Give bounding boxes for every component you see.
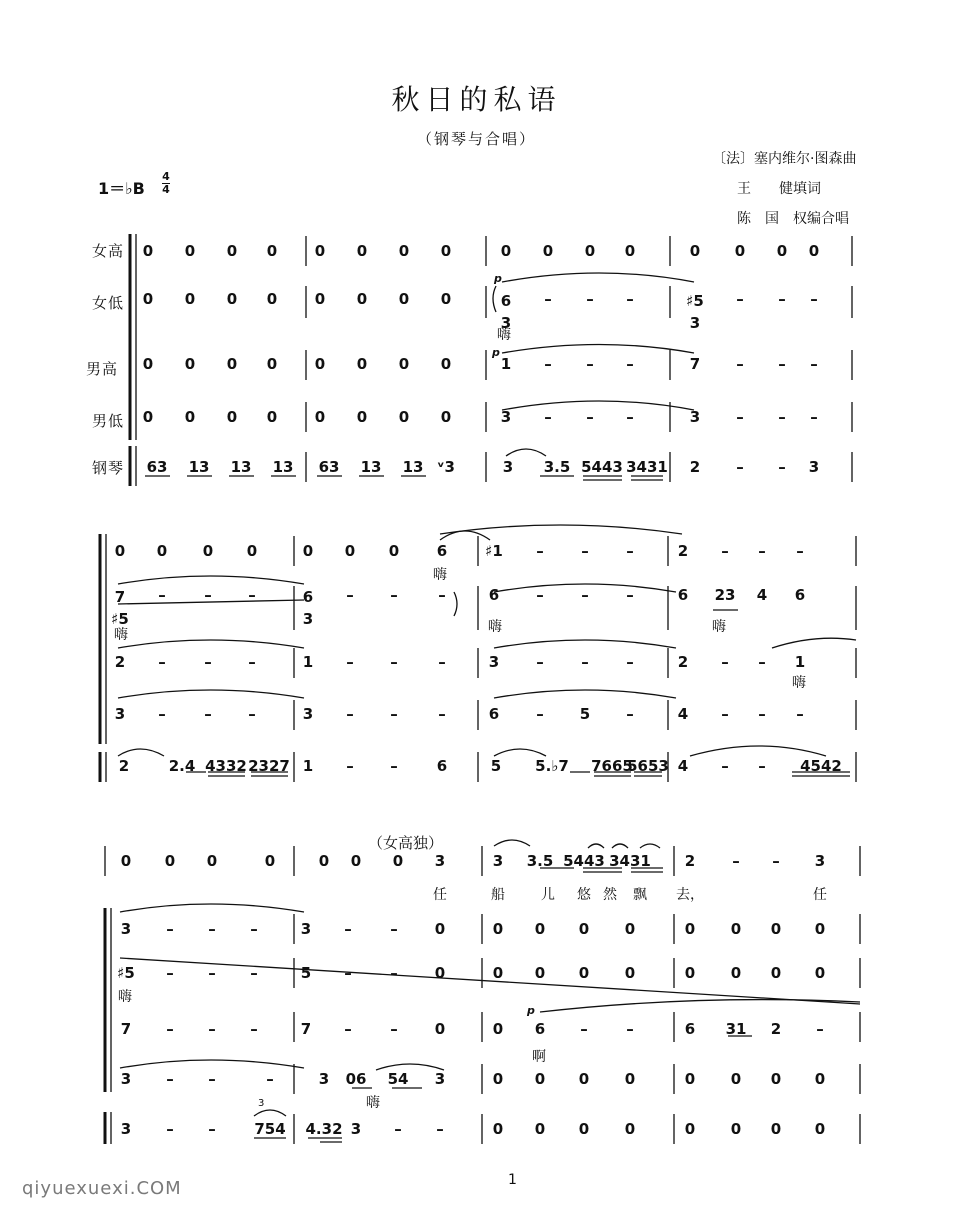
piano-note: 13 (360, 458, 382, 476)
bass-note: 54 (387, 1070, 409, 1088)
alto-note: 0 (534, 920, 546, 938)
tenor-note: 7 (120, 1020, 132, 1038)
soprano-note: 0 (202, 542, 214, 560)
alto-note: – (158, 586, 166, 604)
alto-note: 0 (492, 964, 504, 982)
tenor-note: 0 (398, 355, 410, 373)
solo-lyric-word: 去， (676, 887, 704, 903)
piano-note: – (346, 757, 354, 775)
tenor-note: – (778, 355, 786, 373)
song-subtitle: （钢琴与合唱） (416, 130, 536, 148)
lyric-hm: 嗨 (118, 989, 132, 1005)
tenor-note: 2 (677, 653, 689, 671)
soprano-note: 0 (184, 242, 196, 260)
bass-note: – (166, 1070, 174, 1088)
time-signature-bottom: 4 (162, 183, 170, 196)
alto-note: – (626, 586, 634, 604)
bass-note: – (778, 408, 786, 426)
alto-note: 0 (434, 964, 446, 982)
soprano-note: 0 (318, 852, 330, 870)
alto-note: – (536, 586, 544, 604)
piano-note: 7665 (591, 757, 633, 775)
tenor-note: – (166, 1020, 174, 1038)
lyricist-credit: 王 健填词 (737, 181, 821, 197)
bass-note: 0 (266, 408, 278, 426)
bass-note: 0 (770, 1070, 782, 1088)
dynamic-p-tenor: p (492, 346, 500, 359)
tenor-note: – (816, 1020, 824, 1038)
tenor-note: 0 (356, 355, 368, 373)
soprano-note: 3 (434, 852, 446, 870)
soprano-note: 0 (142, 242, 154, 260)
alto-note: 0 (434, 920, 446, 938)
alto-note: 0 (492, 920, 504, 938)
bass-note: – (796, 705, 804, 723)
alto-note: 0 (440, 290, 452, 308)
song-title: 秋日的私语 (391, 83, 562, 116)
alto-note: 0 (624, 920, 636, 938)
piano-note: – (390, 757, 398, 775)
tenor-note: 7 (689, 355, 701, 373)
bass-note: 0 (356, 408, 368, 426)
tenor-note: – (581, 653, 589, 671)
soprano-note: 5443 (563, 852, 605, 870)
soprano-note: 0 (808, 242, 820, 260)
alto-note: – (250, 964, 258, 982)
alto-note: 6 (794, 586, 806, 604)
tenor-note: – (536, 653, 544, 671)
alto-note: – (626, 290, 634, 308)
alto-note: 0 (356, 290, 368, 308)
alto-note: 3 (120, 920, 132, 938)
alto-note: – (810, 290, 818, 308)
tenor-note: – (390, 653, 398, 671)
piano-note: 13 (402, 458, 424, 476)
bass-note: – (208, 1070, 216, 1088)
alto-note: 0 (266, 290, 278, 308)
tenor-note: 31 (725, 1020, 747, 1038)
bass-note: 4 (677, 705, 689, 723)
triplet-mark: 3 (258, 1098, 265, 1109)
bass-note: – (544, 408, 552, 426)
alto-note: ♯5 (117, 964, 135, 982)
alto-note: 0 (398, 290, 410, 308)
soprano-note: 6 (436, 542, 448, 560)
piano-note: – (394, 1120, 402, 1138)
bass-note: – (736, 408, 744, 426)
alto-note: 0 (624, 964, 636, 982)
part-label-soprano: 女高 (92, 242, 125, 260)
bass-note: – (810, 408, 818, 426)
solo-lyric-word: 任 (433, 887, 447, 903)
alto-note: 6 (677, 586, 689, 604)
soprano-note: 3431 (609, 852, 651, 870)
soprano-note: 3 (814, 852, 826, 870)
soprano-note: – (536, 542, 544, 560)
soprano-note: ♯1 (485, 542, 503, 560)
tenor-note: – (346, 653, 354, 671)
tenor-note: 0 (434, 1020, 446, 1038)
alto-note: 6 (488, 586, 500, 604)
bass-note: 0 (226, 408, 238, 426)
bass-note: 0 (730, 1070, 742, 1088)
alto-note: 0 (578, 920, 590, 938)
bass-note: 0 (184, 408, 196, 426)
tenor-note: 1 (302, 653, 314, 671)
part-label-bass: 男低 (92, 412, 125, 430)
bass-note: – (721, 705, 729, 723)
alto-note: 0 (226, 290, 238, 308)
lyric-hm: 嗨 (366, 1095, 380, 1111)
alto-note: 0 (184, 290, 196, 308)
tenor-note: – (810, 355, 818, 373)
time-signature-top: 4 (162, 170, 170, 183)
tenor-note: 7 (300, 1020, 312, 1038)
soprano-note: 0 (266, 242, 278, 260)
soprano-note: 0 (356, 242, 368, 260)
soprano-note: 2 (684, 852, 696, 870)
tenor-note: – (626, 653, 634, 671)
soprano-note: 0 (120, 852, 132, 870)
lyric-hm: 嗨 (433, 567, 447, 583)
bass-note: 0 (440, 408, 452, 426)
piano-note: 754 (254, 1120, 286, 1138)
piano-note: – (778, 458, 786, 476)
tenor-note: 0 (266, 355, 278, 373)
bass-note: – (438, 705, 446, 723)
alto-note: 0 (578, 964, 590, 982)
lyric-hm: 嗨 (488, 619, 502, 635)
soprano-note: – (796, 542, 804, 560)
bass-note: – (266, 1070, 274, 1088)
soprano-note: 0 (264, 852, 276, 870)
alto-note: – (248, 586, 256, 604)
piano-note: 0 (684, 1120, 696, 1138)
piano-note: 5.♭7 (535, 757, 569, 775)
soprano-note: 0 (584, 242, 596, 260)
alto-note: – (778, 290, 786, 308)
tenor-note: 2 (114, 653, 126, 671)
piano-note: 3 (808, 458, 820, 476)
solo-lyric-word: 然 (603, 887, 617, 903)
alto-note: 3 (300, 920, 312, 938)
page-number: 1 (508, 1172, 517, 1188)
piano-note: – (736, 458, 744, 476)
soprano-note: 0 (388, 542, 400, 560)
bass-note: – (390, 705, 398, 723)
soprano-note: 0 (206, 852, 218, 870)
bass-note: 0 (578, 1070, 590, 1088)
tenor-note: 0 (440, 355, 452, 373)
soprano-note: 0 (164, 852, 176, 870)
piano-note: 6 (436, 757, 448, 775)
piano-note: 0 (770, 1120, 782, 1138)
key-signature: 1＝♭B (98, 179, 145, 198)
alto-note: – (250, 920, 258, 938)
alto-note: – (208, 920, 216, 938)
soprano-note: 3 (492, 852, 504, 870)
bass-note: 5 (579, 705, 591, 723)
alto-note: – (390, 964, 398, 982)
tenor-note: – (248, 653, 256, 671)
bass-note: 3 (318, 1070, 330, 1088)
piano-note: 0 (730, 1120, 742, 1138)
piano-note: 0 (814, 1120, 826, 1138)
lyric-hm: 嗨 (497, 327, 511, 343)
piano-note: 13 (272, 458, 294, 476)
tenor-note: – (626, 1020, 634, 1038)
piano-note: 63 (146, 458, 168, 476)
lyric-hm: 嗨 (792, 675, 806, 691)
alto-note: – (390, 920, 398, 938)
tenor-note: – (721, 653, 729, 671)
alto-note: 7 ♯5 (111, 588, 129, 628)
tenor-note: – (158, 653, 166, 671)
tenor-note: – (758, 653, 766, 671)
alto-note: 6 3 (500, 292, 512, 332)
tenor-note: – (390, 1020, 398, 1038)
alto-note: 0 (142, 290, 154, 308)
part-label-piano: 钢琴 (92, 459, 125, 477)
bass-note: 3 (500, 408, 512, 426)
solo-label: （女高独） (368, 834, 444, 852)
piano-note: 3.5 (543, 458, 571, 476)
piano-note: 3 (350, 1120, 362, 1138)
tenor-note: – (208, 1020, 216, 1038)
alto-note: 0 (534, 964, 546, 982)
alto-note: 0 (314, 290, 326, 308)
lyric-ah: 啊 (532, 1049, 546, 1065)
soprano-note: – (626, 542, 634, 560)
tenor-note: 1 (500, 355, 512, 373)
soprano-note: – (581, 542, 589, 560)
alto-note: 0 (814, 920, 826, 938)
soprano-note: 2 (677, 542, 689, 560)
lyric-hm: 嗨 (114, 627, 128, 643)
bass-note: 0 (684, 1070, 696, 1088)
soprano-note: – (758, 542, 766, 560)
piano-note: – (758, 757, 766, 775)
soprano-note: 0 (350, 852, 362, 870)
tenor-note: – (250, 1020, 258, 1038)
alto-note: 23 (714, 586, 736, 604)
soprano-note: – (721, 542, 729, 560)
bass-note: 06 (345, 1070, 367, 1088)
tenor-note: 1 (794, 653, 806, 671)
tenor-note: 0 (226, 355, 238, 373)
bass-note: 0 (314, 408, 326, 426)
piano-note: 2 (118, 757, 130, 775)
piano-note: 5443 (581, 458, 623, 476)
soprano-note: 0 (776, 242, 788, 260)
tenor-note: – (544, 355, 552, 373)
piano-note: 5653 (627, 757, 669, 775)
alto-note: 0 (730, 920, 742, 938)
piano-note: 0 (534, 1120, 546, 1138)
bass-note: – (204, 705, 212, 723)
soprano-note: 0 (246, 542, 258, 560)
bass-note: 3 (434, 1070, 446, 1088)
bass-note: 3 (114, 705, 126, 723)
soprano-note: 0 (689, 242, 701, 260)
soprano-note: 0 (440, 242, 452, 260)
solo-lyric-word: 船 (491, 887, 505, 903)
tenor-note: 6 (684, 1020, 696, 1038)
bass-note: – (758, 705, 766, 723)
dynamic-p-alto: p (494, 272, 502, 285)
piano-note: 3 (502, 458, 514, 476)
soprano-note: 0 (392, 852, 404, 870)
bass-note: 0 (534, 1070, 546, 1088)
bass-note: – (346, 705, 354, 723)
soprano-note: 0 (398, 242, 410, 260)
alto-note: 0 (684, 920, 696, 938)
piano-note: 2327 (248, 757, 290, 775)
tenor-note: 3 (488, 653, 500, 671)
piano-note: 4332 (205, 757, 247, 775)
piano-note: 4542 (800, 757, 842, 775)
alto-note: – (438, 586, 446, 604)
bass-note: 0 (398, 408, 410, 426)
tenor-note: 0 (492, 1020, 504, 1038)
piano-note: 3431 (626, 458, 668, 476)
tenor-note: 0 (142, 355, 154, 373)
bass-note: – (586, 408, 594, 426)
piano-note: – (721, 757, 729, 775)
alto-note: – (581, 586, 589, 604)
piano-note: 63 (318, 458, 340, 476)
bass-note: 3 (120, 1070, 132, 1088)
soprano-note: 0 (156, 542, 168, 560)
tenor-note: 0 (314, 355, 326, 373)
piano-note: 2.4 (168, 757, 196, 775)
part-label-tenor: 男高 (86, 360, 119, 378)
soprano-note: 0 (542, 242, 554, 260)
alto-note: 4 (756, 586, 768, 604)
tenor-note: – (204, 653, 212, 671)
soprano-note: – (732, 852, 740, 870)
alto-note: 0 (814, 964, 826, 982)
alto-note: – (544, 290, 552, 308)
arranger-credit: 陈 国 权编合唱 (737, 211, 849, 227)
piano-note: 1 (302, 757, 314, 775)
alto-note: 0 (770, 964, 782, 982)
alto-note: – (344, 920, 352, 938)
piano-note: 5 (490, 757, 502, 775)
bass-note: 0 (814, 1070, 826, 1088)
tenor-note: – (580, 1020, 588, 1038)
solo-lyric-word: 任 (813, 887, 827, 903)
tenor-note: – (438, 653, 446, 671)
alto-note: 6 3 (302, 588, 314, 628)
tenor-note: – (586, 355, 594, 373)
soprano-note: 0 (344, 542, 356, 560)
alto-note: 0 (730, 964, 742, 982)
soprano-note: 0 (500, 242, 512, 260)
dynamic-p-tenor-3: p (527, 1004, 535, 1017)
solo-lyric-word: 悠 (577, 887, 591, 903)
tenor-note: 2 (770, 1020, 782, 1038)
soprano-note: 0 (624, 242, 636, 260)
piano-note: 13 (188, 458, 210, 476)
tenor-note: – (736, 355, 744, 373)
bass-note: 6 (488, 705, 500, 723)
bass-note: 3 (302, 705, 314, 723)
bass-note: – (626, 408, 634, 426)
piano-note: – (436, 1120, 444, 1138)
tenor-note: 6 (534, 1020, 546, 1038)
tenor-note: – (626, 355, 634, 373)
alto-note: – (344, 964, 352, 982)
soprano-note: 0 (734, 242, 746, 260)
soprano-note: 0 (302, 542, 314, 560)
alto-note: – (166, 964, 174, 982)
soprano-note: 0 (314, 242, 326, 260)
piano-note: – (208, 1120, 216, 1138)
piano-note: 0 (578, 1120, 590, 1138)
piano-note: – (166, 1120, 174, 1138)
part-label-alto: 女低 (92, 294, 125, 312)
piano-note: 2 (689, 458, 701, 476)
lyric-hm: 嗨 (712, 619, 726, 635)
soprano-note: 0 (114, 542, 126, 560)
soprano-note: – (772, 852, 780, 870)
piano-note: 4.32 (305, 1120, 343, 1138)
alto-note: ♯5 3 (686, 292, 704, 332)
alto-note: 5 (300, 964, 312, 982)
alto-note: 0 (770, 920, 782, 938)
piano-note: 0 (624, 1120, 636, 1138)
solo-lyric-word: 飘 (633, 887, 647, 903)
bass-note: 0 (142, 408, 154, 426)
alto-note: – (346, 586, 354, 604)
alto-note: 0 (684, 964, 696, 982)
piano-note: ᵛ3 (437, 458, 455, 476)
bass-note: 0 (492, 1070, 504, 1088)
alto-note: – (204, 586, 212, 604)
soprano-note: 3.5 (526, 852, 554, 870)
bass-note: – (248, 705, 256, 723)
composer-credit: 〔法〕塞内维尔·图森曲 (712, 151, 857, 167)
bass-note: – (626, 705, 634, 723)
alto-note: – (166, 920, 174, 938)
piano-note: 4 (677, 757, 689, 775)
solo-lyric-word: 儿 (541, 887, 555, 903)
tenor-note: 0 (184, 355, 196, 373)
watermark: qiyuexuexi.COM (22, 1178, 182, 1199)
alto-note: – (208, 964, 216, 982)
piano-note: 13 (230, 458, 252, 476)
soprano-note: 0 (226, 242, 238, 260)
piano-note: 3 (120, 1120, 132, 1138)
piano-note: 0 (492, 1120, 504, 1138)
alto-note: – (390, 586, 398, 604)
bass-note: 3 (689, 408, 701, 426)
tenor-note: – (344, 1020, 352, 1038)
bass-note: – (536, 705, 544, 723)
alto-note: – (736, 290, 744, 308)
bass-note: 0 (624, 1070, 636, 1088)
bass-note: – (158, 705, 166, 723)
alto-note: – (586, 290, 594, 308)
